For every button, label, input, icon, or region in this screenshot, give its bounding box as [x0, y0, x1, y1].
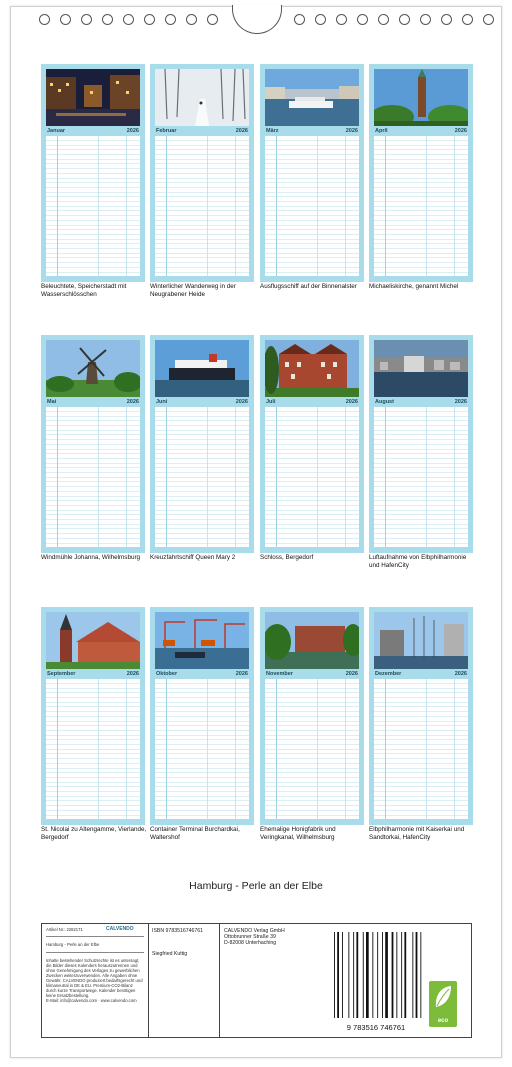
barcode-bar: [363, 932, 364, 1018]
binding-hole: [186, 14, 197, 25]
month-header: [46, 670, 140, 678]
day-grid: [374, 679, 468, 819]
month-photo: [374, 340, 468, 397]
month-name: August: [375, 399, 394, 405]
month-panel: [41, 607, 145, 825]
barcode-bar: [382, 932, 383, 1018]
publisher-city: D-82008 Unterhaching: [224, 940, 277, 946]
legal-text: Inhalte bestehender Schutzrechte ist es untersagt, die Bilder dieses Kalenders herauszutrennen und ohne Genehmigung des Verlages zu gewerblichen Zwecken weiterzuverwenden. Alle Angaben ohne Gewähr. CALVENDO produziert bedarfsgerecht und klimaneutral in DE & EU. Premium-CO2-Bilanz durch kurze Transportwege. Kalender benötigen keine Ersatzbestellung.: [46, 958, 143, 998]
barcode-bar: [342, 932, 343, 1018]
publisher-name: CALVENDO Verlag GmbH: [224, 928, 285, 934]
month-header: [374, 670, 468, 678]
month-year: 2026: [454, 399, 467, 405]
info-column-product: [42, 924, 149, 1037]
month-name: Juli: [266, 399, 276, 405]
month-year: 2026: [345, 128, 358, 134]
photo-caption: Kreuzfahrtschiff Queen Mary 2: [150, 554, 236, 561]
month-year: 2026: [454, 128, 467, 134]
photo-caption: Container Terminal Burchardkai, Waltershof: [150, 826, 240, 841]
barcode-bar: [334, 932, 335, 1018]
photo-caption: Ausflugsschiff auf der Binnenalster: [260, 283, 357, 290]
binding-hole: [165, 14, 176, 25]
day-grid: [155, 679, 249, 819]
photo-caption: Michaeliskirche, genannt Michel: [369, 283, 459, 290]
barcode-digits: 9 783516 746761: [346, 1023, 406, 1032]
month-panel: [150, 335, 254, 553]
barcode-bar: [412, 932, 413, 1018]
month-panel: [260, 335, 364, 553]
month-year: 2026: [235, 671, 248, 677]
binding-hole: [39, 14, 50, 25]
barcode-bar: [372, 932, 373, 1018]
month-name: Mai: [47, 399, 57, 405]
month-photo: [46, 340, 140, 397]
barcode-bar: [401, 932, 402, 1018]
month-year: 2026: [235, 399, 248, 405]
binding-hole: [483, 14, 494, 25]
binding-hole: [315, 14, 326, 25]
month-header: [265, 670, 359, 678]
month-panel: [369, 607, 473, 825]
month-year: 2026: [126, 399, 139, 405]
day-grid: [46, 679, 140, 819]
day-grid: [265, 679, 359, 819]
month-header: [155, 670, 249, 678]
month-photo: [374, 69, 468, 126]
photo-caption: St. Nicolai zu Altengamme, Vierlande, Bergedorf: [41, 826, 147, 841]
photo-caption: Beleuchtete, Speicherstadt mit Wasserschlösschen: [41, 283, 127, 298]
barcode-bar: [392, 932, 394, 1018]
binding-hole: [399, 14, 410, 25]
month-photo: [46, 612, 140, 669]
month-header: [374, 127, 468, 135]
photo-caption: Windmühle Johanna, Wilhelmsburg: [41, 554, 141, 561]
calvendo-logo: CALVENDO: [106, 926, 134, 932]
barcode-bar: [337, 932, 339, 1018]
month-name: Dezember: [375, 671, 402, 677]
leaf-icon: [429, 981, 457, 1015]
month-header: [374, 398, 468, 406]
publisher-street: Ottobrunner Straße 39: [224, 934, 276, 940]
month-year: 2026: [126, 671, 139, 677]
binding-hole: [357, 14, 368, 25]
month-photo: [155, 340, 249, 397]
barcode-bar: [404, 932, 406, 1018]
binding-hole: [420, 14, 431, 25]
binding-hole: [81, 14, 92, 25]
binding-hole: [378, 14, 389, 25]
month-year: 2026: [454, 671, 467, 677]
month-panel: [150, 607, 254, 825]
month-name: April: [375, 128, 388, 134]
day-grid: [265, 136, 359, 276]
month-photo: [46, 69, 140, 126]
month-name: Juni: [156, 399, 168, 405]
barcode-bar: [366, 932, 369, 1018]
month-photo: [265, 612, 359, 669]
month-header: [265, 127, 359, 135]
month-name: Januar: [47, 128, 66, 134]
product-title: Hamburg - Perle an der Elbe: [46, 942, 100, 947]
barcode-bar: [348, 932, 349, 1018]
month-year: 2026: [126, 128, 139, 134]
barcode-bar: [396, 932, 397, 1018]
month-header: [46, 398, 140, 406]
barcode-bar: [377, 932, 378, 1018]
month-header: [155, 127, 249, 135]
day-grid: [46, 136, 140, 276]
month-photo: [155, 69, 249, 126]
day-grid: [374, 407, 468, 547]
binding-hole: [207, 14, 218, 25]
day-grid: [265, 407, 359, 547]
binding-hole: [462, 14, 473, 25]
calendar-title: Hamburg - Perle an der Elbe: [189, 880, 323, 892]
month-panel: [150, 64, 254, 282]
back-cover-info: [41, 923, 472, 1038]
barcode-bar: [356, 932, 358, 1018]
month-header: [265, 398, 359, 406]
barcode-bar: [420, 932, 421, 1018]
month-panel: [260, 64, 364, 282]
month-panel: [369, 335, 473, 553]
day-grid: [155, 407, 249, 547]
eco-label: eco: [437, 1018, 449, 1024]
author-name: Siegfried Kuttig: [152, 951, 188, 957]
month-photo: [265, 69, 359, 126]
month-year: 2026: [345, 671, 358, 677]
month-panel: [41, 335, 145, 553]
month-year: 2026: [235, 128, 248, 134]
month-panel: [260, 607, 364, 825]
photo-caption: Schloss, Bergedorf: [260, 554, 314, 561]
binding-hole: [336, 14, 347, 25]
contact-email: E-Mail: info@calvendo.com · www.calvendo.com: [46, 998, 137, 1003]
day-grid: [46, 407, 140, 547]
month-name: September: [47, 671, 76, 677]
month-panel: [369, 64, 473, 282]
binding-hole: [60, 14, 71, 25]
binding-hole: [144, 14, 155, 25]
month-header: [46, 127, 140, 135]
month-name: März: [266, 128, 279, 134]
month-header: [155, 398, 249, 406]
month-name: November: [266, 671, 293, 677]
barcode: [330, 928, 422, 1033]
photo-caption: Luftaufnahme von Elbphilharmonie und HafenCity: [369, 554, 467, 569]
isbn-text: ISBN 9783516746761: [152, 928, 204, 934]
binding-hole: [441, 14, 452, 25]
info-column-isbn: [149, 924, 220, 1037]
barcode-bar: [416, 932, 418, 1018]
month-panel: [41, 64, 145, 282]
binding-hole: [294, 14, 305, 25]
barcode-bar: [385, 932, 388, 1018]
day-grid: [155, 136, 249, 276]
binding-hole: [102, 14, 113, 25]
photo-caption: Ehemalige Honigfabrik und Veringkanal, Wilhelmsburg: [260, 826, 336, 841]
month-photo: [155, 612, 249, 669]
photo-caption: Winterlicher Wanderweg in der Neugrabener Heide: [150, 283, 236, 298]
day-grid: [374, 136, 468, 276]
barcode-bar: [353, 932, 354, 1018]
article-number: Artikel Nr.: 2282171: [46, 927, 83, 932]
month-year: 2026: [345, 399, 358, 405]
month-name: Februar: [156, 128, 177, 134]
month-name: Oktober: [156, 671, 178, 677]
info-column-publisher: [220, 924, 330, 1037]
month-photo: [265, 340, 359, 397]
photo-caption: Elbphilharmonie mit Kaiserkai und Sandtorkai, HafenCity: [369, 826, 465, 841]
month-photo: [374, 612, 468, 669]
binding-hole: [123, 14, 134, 25]
eco-badge: [429, 981, 457, 1027]
